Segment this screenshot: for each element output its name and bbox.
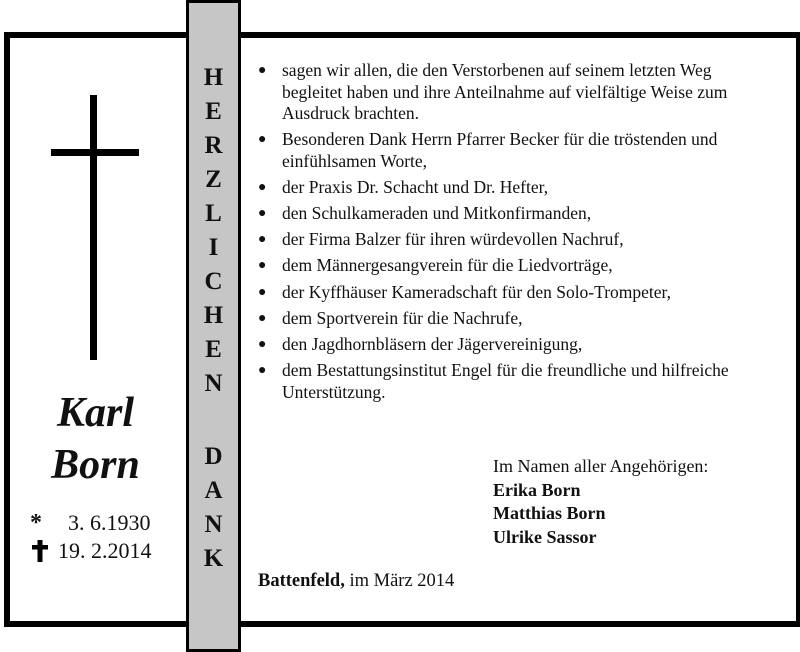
list-item: ● den Schulkameraden und Mitkonfirmanden,: [258, 203, 592, 224]
birth-row: [30, 510, 151, 536]
place-date: im März 2014: [344, 571, 455, 591]
list-item: ● den Jagdhornbläsern der Jägervereinigung,: [258, 334, 583, 354]
birth-date: 3. 6.1930: [68, 510, 151, 535]
bullet-icon: ●: [258, 132, 267, 148]
list-item: ● der Firma Balzer für ihren würdevollen Nachruf,: [258, 229, 624, 250]
band-letter: H: [203, 302, 224, 329]
band-letter: K: [203, 545, 224, 572]
band-letter: I: [208, 234, 219, 261]
list-item: ● der Kyffhäuser Kameradschaft für den Solo-Trompeter,: [258, 281, 672, 302]
deceased-first-name: Karl: [56, 390, 135, 436]
band-letter: D: [204, 443, 223, 470]
death-date: 19. 2.2014: [58, 538, 152, 563]
signer-name: Ulrike Sassor: [493, 526, 597, 547]
death-row: [30, 538, 152, 564]
cross-icon-vertical: [90, 95, 97, 360]
bullet-icon: ●: [258, 232, 267, 248]
band-letter: N: [204, 511, 223, 538]
cross-icon-horizontal: [51, 149, 139, 156]
signature-block: [493, 455, 708, 549]
band-letter: E: [205, 336, 222, 363]
band-letter: N: [204, 370, 223, 397]
list-item: ● dem Sportverein für die Nachrufe,: [258, 307, 523, 328]
band-letter: A: [204, 477, 223, 504]
band-letter: C: [204, 268, 223, 295]
list-item: ● dem Bestattungsinstitut Engel für die freundliche und hilfreiche Unterstützung.: [258, 360, 729, 402]
signature-intro: Im Namen aller Angehörigen:: [493, 456, 709, 476]
deceased-last-name: Born: [51, 442, 140, 488]
band-letter: L: [205, 200, 222, 227]
bullet-icon: ●: [258, 206, 267, 222]
list-item: ● sagen wir allen, die den Verstorbenen auf seinem letzten Weg begleitet haben und ihre Anteilnahme auf vielfältige Weise zum Ausdruck brachten.: [258, 60, 728, 123]
herzlichen-dank-band: [186, 0, 241, 652]
bullet-icon: ●: [258, 310, 267, 326]
bullet-icon: ●: [258, 179, 267, 195]
band-letter: Z: [205, 166, 222, 193]
thanks-list-container: [256, 60, 766, 408]
bullet-icon: ●: [258, 63, 267, 78]
signer-name: Matthias Born: [493, 503, 606, 523]
birth-symbol: *: [30, 510, 42, 536]
place-date-line: [258, 569, 454, 593]
list-item: ● dem Männergesangverein für die Liedvorträge,: [258, 255, 613, 276]
band-letter: H: [203, 64, 224, 91]
death-cross-icon: [30, 538, 52, 564]
band-letter: R: [204, 132, 223, 159]
place-city: Battenfeld,: [258, 571, 345, 591]
bullet-icon: ●: [258, 363, 267, 379]
bullet-icon: ●: [258, 258, 267, 274]
band-letter: E: [205, 98, 222, 125]
signer-name: Erika Born: [493, 479, 581, 500]
bullet-icon: ●: [258, 337, 267, 352]
bullet-icon: ●: [258, 284, 267, 300]
list-item: ● der Praxis Dr. Schacht und Dr. Hefter,: [258, 176, 549, 197]
thanks-list: [256, 60, 766, 403]
list-item: ● Besonderen Dank Herrn Pfarrer Becker für die tröstenden und einfühlsamen Worte,: [258, 129, 718, 171]
